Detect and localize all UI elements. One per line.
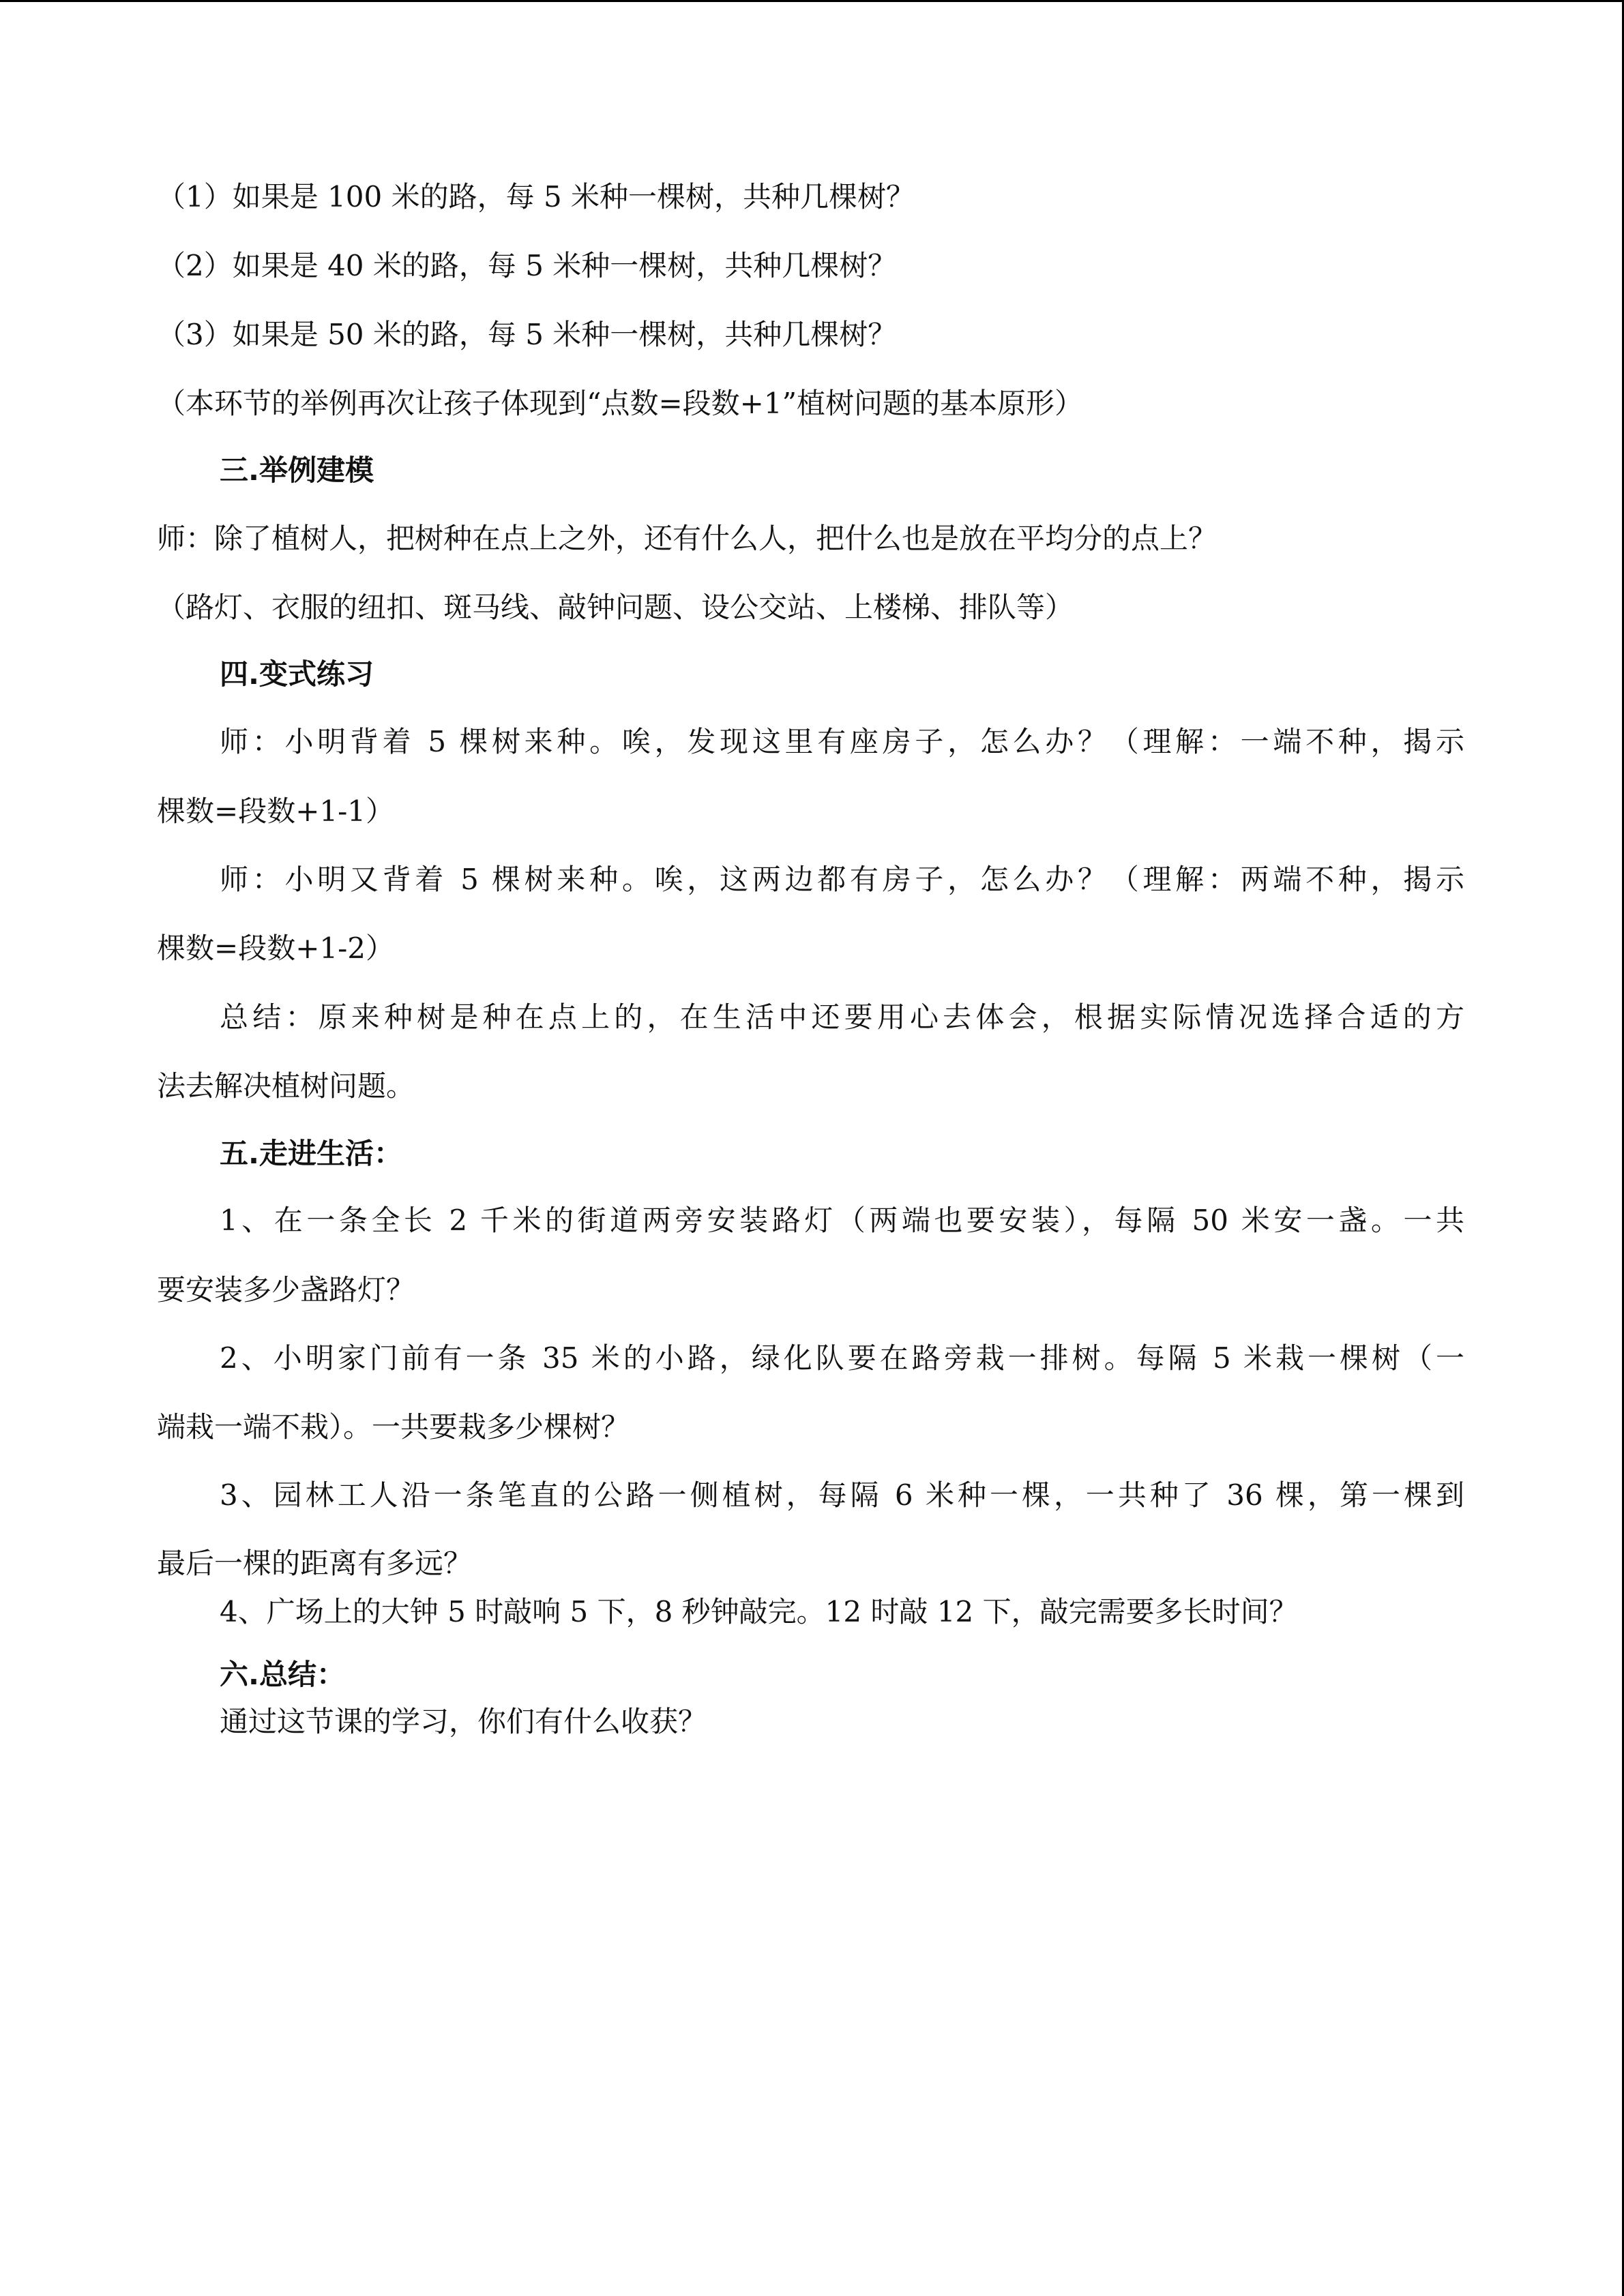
exercise-3-line-1: 3、园林工人沿一条笔直的公路一侧植树，每隔 6 米种一棵，一共种了 36 棵，第一棵到	[220, 1478, 1464, 1512]
variant-2-line-2: 棵数=段数+1-2）	[157, 931, 395, 965]
question-1: （1）如果是 100 米的路，每 5 米种一棵树，共种几棵树？	[157, 180, 915, 213]
examples-list: （路灯、衣服的纽扣、斑马线、敲钟问题、设公交站、上楼梯、排队等）	[157, 591, 1074, 624]
question-2: （2）如果是 40 米的路，每 5 米种一棵树，共种几棵树？	[157, 249, 897, 282]
section-heading-6: 六.总结：	[220, 1658, 345, 1691]
variant-1-line-2: 棵数=段数+1-1）	[157, 794, 395, 828]
exercise-2-line-1: 2、小明家门前有一条 35 米的小路，绿化队要在路旁栽一排树。每隔 5 米栽一棵树（一	[220, 1341, 1464, 1375]
section-heading-5: 五.走进生活：	[220, 1137, 402, 1170]
section-heading-4: 四.变式练习	[220, 657, 374, 691]
variant-1-line-1: 师：小明背着 5 棵树来种。唉，发现这里有座房子，怎么办？（理解：一端不种，揭示	[220, 725, 1464, 758]
exercise-1-line-2: 要安装多少盏路灯？	[157, 1273, 415, 1307]
exercise-1-line-1: 1、在一条全长 2 千米的街道两旁安装路灯（两端也要安装），每隔 50 米安一盏。一共	[220, 1204, 1464, 1237]
section-heading-3: 三.举例建模	[220, 453, 374, 487]
exercise-4: 4、广场上的大钟 5 时敲响 5 下，8 秒钟敲完。12 时敲 12 下，敲完需要多长时间？	[220, 1595, 1298, 1628]
question-3: （3）如果是 50 米的路，每 5 米种一棵树，共种几棵树？	[157, 318, 897, 351]
teacher-question: 师：除了植树人，把树种在点上之外，还有什么人，把什么也是放在平均分的点上？	[157, 522, 1217, 555]
closing-question: 通过这节课的学习，你们有什么收获？	[220, 1705, 707, 1738]
note-point-count: （本环节的举例再次让孩子体现到“点数=段数+1”植树问题的基本原形）	[157, 387, 1084, 420]
summary-line-2: 法去解决植树问题。	[157, 1069, 415, 1103]
variant-2-line-1: 师：小明又背着 5 棵树来种。唉，这两边都有房子，怎么办？（理解：两端不种，揭示	[220, 863, 1464, 896]
summary-line-1: 总结：原来种树是种在点上的，在生活中还要用心去体会，根据实际情况选择合适的方	[220, 1000, 1464, 1034]
page-top-border	[0, 0, 1624, 2]
exercise-2-line-2: 端栽一端不栽）。一共要栽多少棵树？	[157, 1410, 630, 1444]
exercise-3-line-2: 最后一棵的距离有多远？	[157, 1547, 473, 1580]
